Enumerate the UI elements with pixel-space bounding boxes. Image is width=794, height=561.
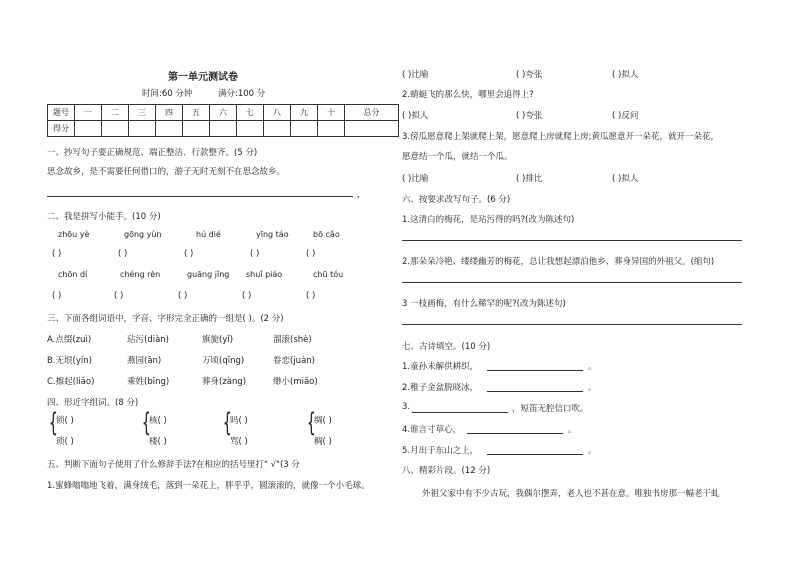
score-blank[interactable] [291, 121, 318, 137]
s3-option: 溜滚(shè) [273, 335, 312, 345]
score-cell: 八 [264, 105, 291, 121]
brace-icon: { [306, 408, 316, 438]
brace-icon: { [48, 408, 58, 438]
score-cell: 题号 [48, 105, 75, 121]
s1-answer-line[interactable] [47, 196, 353, 197]
s3-option: 眷恋(juàn) [273, 356, 315, 366]
pinyin-answer-box[interactable]: ( ) [184, 249, 194, 259]
s8-heading: 八、精彩片段。(12 分) [402, 466, 491, 476]
s5-option[interactable]: ( )反问 [612, 111, 639, 121]
score-cell: 七 [237, 105, 264, 121]
score-cell: 一 [75, 105, 102, 121]
pinyin-answer-box[interactable]: ( ) [250, 249, 260, 259]
s4-word[interactable]: 吗( ) [230, 416, 248, 426]
s3-heading: 三、下面各组词语中，字音、字形完全正确的一组是( )。(2 分) [47, 314, 284, 324]
s5-option[interactable]: ( )拟人 [402, 111, 429, 121]
pinyin: bō cǎo [313, 230, 340, 239]
s3-option: 缈小(miǎo) [273, 377, 318, 387]
s3-option: 葬身(zàng) [202, 377, 247, 387]
score-table [47, 104, 399, 137]
pinyin: guāng jǐng [187, 270, 230, 279]
score-cell: 四 [156, 105, 183, 121]
poem-line-prefix: 4.谁言寸草心， [402, 425, 462, 435]
score-cell: 二 [102, 105, 129, 121]
s5-option[interactable]: ( )拟人 [612, 174, 639, 184]
poem-blank[interactable] [487, 391, 583, 392]
s4-word[interactable]: 稠( ) [314, 437, 332, 447]
s4-heading: 四、形近字组词。(8 分) [47, 398, 139, 408]
s4-word[interactable]: 核( ) [149, 416, 167, 426]
poem-line-suffix: 。 [568, 425, 577, 435]
poem-line-suffix: 。 [588, 362, 597, 372]
pinyin: gōng yùn [124, 230, 162, 239]
s4-word[interactable]: 楼( ) [149, 437, 167, 447]
s5-option[interactable]: ( )排比 [516, 174, 543, 184]
s5-option[interactable]: ( )拟人 [612, 70, 639, 80]
exam-full-score: 满分:100 分 [218, 89, 266, 99]
poem-blank[interactable] [487, 454, 583, 455]
pinyin: zhōu yè [58, 230, 90, 239]
score-blank[interactable] [129, 121, 156, 137]
s5-q1: 1.蜜蜂嗡嗡地飞着，满身绒毛，落到一朵花上，胖乎乎，圆滚滚的，就像一个小毛球。 [47, 481, 370, 491]
s3-option: 万顷(qīng) [202, 356, 245, 366]
s6-answer-line[interactable] [402, 324, 742, 325]
score-blank[interactable] [237, 121, 264, 137]
score-blank[interactable] [102, 121, 129, 137]
pinyin-answer-box[interactable]: ( ) [242, 291, 252, 301]
s4-word[interactable]: 锁( ) [56, 416, 74, 426]
score-blank[interactable] [156, 121, 183, 137]
s6-q3: 3 一枝画梅，有什么稀罕的呢?(改为陈述句) [402, 299, 566, 309]
s1-end-mark: ， [357, 190, 366, 200]
s4-word[interactable]: 骂( ) [230, 437, 248, 447]
pinyin: chéng rèn [120, 270, 161, 279]
score-cell: 六 [210, 105, 237, 121]
s3-option: 乘姓(bīng) [127, 377, 170, 387]
pinyin-answer-box[interactable]: ( ) [306, 291, 316, 301]
s1-text: 思念故乡，是不需要任何借口的，游子无时无刻不在思念故乡。 [47, 167, 286, 177]
score-blank[interactable] [183, 121, 210, 137]
s7-heading: 七、古诗填空。(10 分) [402, 342, 491, 352]
score-cell: 三 [129, 105, 156, 121]
pinyin-answer-box[interactable]: ( ) [52, 291, 62, 301]
s6-answer-line[interactable] [402, 240, 742, 241]
s3-option: 旗旎(yǐ) [202, 335, 234, 345]
brace-icon: { [222, 408, 232, 438]
pinyin: hú dié [196, 230, 221, 239]
s5-heading: 五、判断下面句子使用了什么修辞手法?在相应的括号里打" √"(3 分 [47, 460, 300, 470]
poem-line-prefix: 2.稚子金盆脱晓冰， [402, 383, 479, 393]
poem-line-suffix: ，短笛无腔信口吹。 [512, 404, 589, 414]
score-blank[interactable] [75, 121, 102, 137]
s5-option[interactable]: ( )比喻 [402, 174, 429, 184]
poem-blank[interactable] [412, 412, 508, 413]
s5-q3: 3.傍瓜愿意爬上架就爬上架，愿意爬上房就爬上房;黄瓜愿意开一朵花，就开一朵花， [402, 132, 719, 142]
brace-icon: { [141, 408, 151, 438]
poem-line-suffix: 。 [588, 383, 597, 393]
pinyin: chōn dí [58, 270, 88, 279]
poem-blank[interactable] [467, 433, 563, 434]
s5-q3: 愿意结一个瓜，就结一个瓜。 [402, 152, 513, 162]
s6-q1: 1.这清白的梅花，是玷污得的吗?(改为陈述句) [402, 215, 575, 225]
s6-answer-line[interactable] [402, 282, 742, 283]
pinyin-answer-box[interactable]: ( ) [178, 291, 188, 301]
score-blank[interactable] [345, 121, 399, 137]
poem-blank[interactable] [487, 370, 583, 371]
s6-heading: 六、按要求改写句子。(6 分) [402, 195, 511, 205]
score-blank[interactable] [318, 121, 345, 137]
s4-word[interactable]: 绸( ) [314, 416, 332, 426]
s4-word[interactable]: 琐( ) [56, 437, 74, 447]
score-cell: 十 [318, 105, 345, 121]
s3-option: 燕园(ān) [127, 356, 162, 366]
pinyin: shuǐ piáo [246, 270, 283, 279]
score-cell: 得分 [48, 121, 75, 137]
poem-line-prefix: 3. [402, 402, 411, 412]
page-title: 第一单元测试卷 [168, 72, 238, 83]
s3-option: B.无垠(yín) [47, 356, 92, 366]
s5-option[interactable]: ( )比喻 [402, 70, 429, 80]
pinyin: chū tóu [313, 270, 344, 279]
s2-heading: 二、我是拼写小能手。(10 分) [47, 212, 161, 222]
score-cell: 九 [291, 105, 318, 121]
score-blank[interactable] [210, 121, 237, 137]
score-cell: 五 [183, 105, 210, 121]
s3-option: A.点缀(zuì) [47, 335, 92, 345]
pinyin-answer-box[interactable]: ( ) [306, 249, 316, 259]
score-cell: 总分 [345, 105, 399, 121]
pinyin-answer-box[interactable]: ( ) [118, 249, 128, 259]
s3-option: C.擦起(liǎo) [47, 377, 95, 387]
s5-q2: 2.蜻蜓飞的那么快，哪里会追得上? [402, 90, 534, 100]
exam-time: 时间:60 分钟 [142, 89, 193, 99]
poem-line-prefix: 1.童孙未解供耕织， [402, 362, 479, 372]
s6-q2: 2.那朵朵冷艳、缕缕幽芳的梅花，总让我想起漂泊他乡、葬身异国的外祖父。(缩句) [402, 257, 715, 267]
s5-option[interactable]: ( )夸张 [516, 70, 543, 80]
pinyin: yīng táo [256, 230, 289, 239]
pinyin-answer-box[interactable]: ( ) [114, 291, 124, 301]
s5-option[interactable]: ( )夸张 [516, 111, 543, 121]
score-blank[interactable] [264, 121, 291, 137]
s1-heading: 一、抄写句子要正确规范、端正整洁、行款整齐。(5 分) [47, 148, 258, 158]
pinyin-answer-box[interactable]: ( ) [52, 249, 62, 259]
poem-line-suffix: 。 [588, 446, 597, 456]
poem-line-prefix: 5.月出于东山之上， [402, 446, 479, 456]
s3-option: 玷污(diàn) [127, 335, 169, 345]
s8-passage: 外祖父家中有不少古玩，我偶尔摆弄，老人也不甚在意。唯独书房那一幅老干虬 [422, 489, 720, 499]
